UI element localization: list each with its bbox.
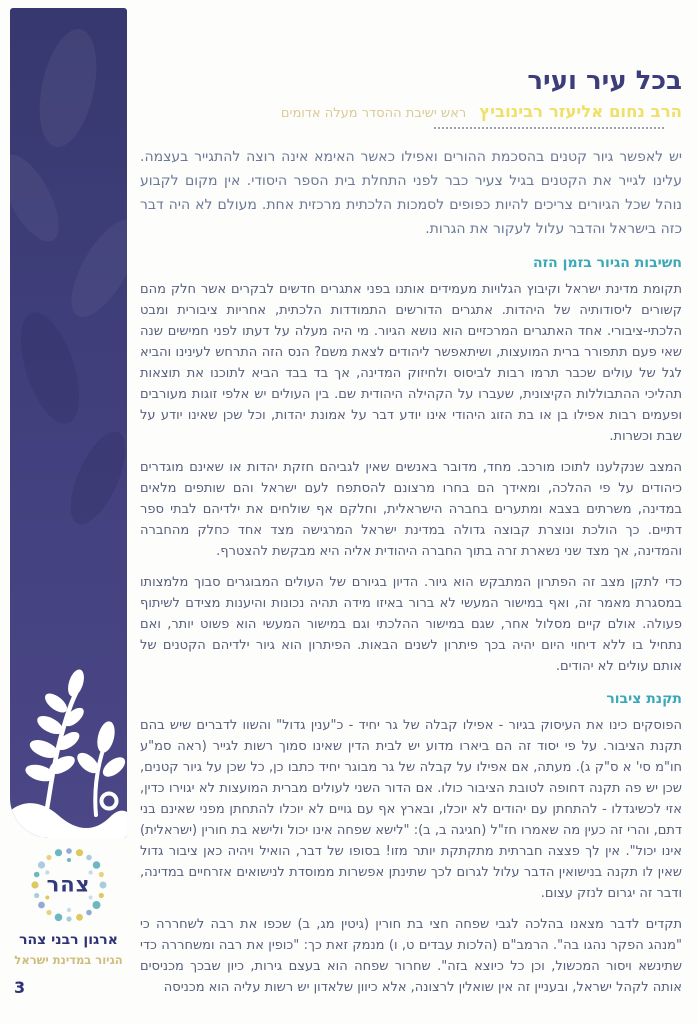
paragraph: תקומת מדינת ישראל וקיבוץ הגלויות מעמידים אותנו בפני אתגרים חדשים לבקרים אשר חלק מהם קשורים ליסודותיה של היהדות. אתגרים הדורשים התמודדות הלכתית, אחריות ציבורית ומבט הלכתי-ציבורי. אחד האתגרים המרכזיים הוא נושא הגיור. מי היה מעלה על דעתו לפני חמישים שנה שאי פעם תתפורר ברית המועצות, ושיתאפשר ליהודים לצאת משם? הנס הזה התרחש לעינינו והביא לגל של עולים שכבר תרמו רבות לביסוס ולחיזוק המדינה, אך בד בבד הביא לתוכנו את תוצאות תהליכי ההתבוללות הקיצונית, שעברו על הקהילה היהודית שם. בין העולים יש אלפי זוגות מעורבים ופעמים רבות אפילו בן או בת הזוג היהודי אינו יודע דבר על אמונת יהדות, וכל שכן שאינו יודע על שבת וכשרות. [140, 282, 682, 444]
byline [140, 102, 682, 121]
tzohar-logo [27, 843, 111, 927]
section-heading: תקנת ציבור [606, 691, 682, 707]
author-role: ראש ישיבת ההסדר מעלה אדומים [280, 106, 467, 121]
dotted-divider [434, 127, 664, 129]
section-public-enactment [140, 691, 682, 998]
page-number: 3 [14, 978, 26, 997]
paragraph: המצב שנקלענו לתוכו מורכב. מחד, מדובר באנשים שאין לגביהם חזקת יהדות או שאינם מוגדרים כיהודים על פי ההלכה, ומאידך הם בחרו מרצונם להסתפח לעם ישראל והם שותפים מלאים במדינה, משרתים בצבא ומתערים בחברה הישראלית, וחלקם אף שולחים את ילדיהם לבתי ספר דתיים. כך הולכת ונוצרת קבוצה גדולה במדינת ישראל המרגישה מצד אחד כחלק מהחברה והמדינה, אך מצד שני נשארת זרה בתוך החברה היהודית אליה היא מבקשת להצטרף. [140, 460, 682, 559]
section-importance-of-conversion [140, 255, 682, 677]
author-name: הרב נחום אליעזר רבינוביץ [479, 102, 682, 121]
paragraph: הפוסקים כינו את העיסוק בגיור - אפילו קבלה של גר יחיד - כ"ענין גדול" והשוו לדברים שיש בהם תקנת הציבור. על פי יסוד זה הם ביארו מדוע יש לבית הדין שאינו סמוך רשות לגייר (ראה סמ"ע חו"מ סי' א ס"ק ג). מעתה, אם אפילו על קבלה של גר מבוגר יחיד כתבו כן, כל שכן על גיור קטנים, שכן יש פה תקנה דחופה לטובת הציבור כולו. אם הדור השני לעולים מברית המועצות לא יגוירו כדין, אזי לכשיגדלו - להתחתן עם יהודים לא יוכלו, ובארץ אף עם גויים לא יוכלו להתחתן מפני שאינם בני דתם, והרי זה כעין מה שאמרו חז"ל (חגיגה ב, ב): "לישא שפחה אינו יכול ולישא בת חורין (ישראלית) אינו יכול". אין לך פצצה חברתית מתקתקת יותר מזו! בסופו של דבר, הואיל ויהיה כאן ציבור גדול שאין לו תקנה בנישואין הדבר עלול לגרום לכך שתינתן אפשרות ממוסדת לנישואים אזרחיים במדינה, ודבר זה יגרום לנזק עצום. [140, 718, 682, 901]
paragraph: כדי לתקן מצב זה הפתרון המתבקש הוא גיור. הדיון בגיורם של העולים המבוגרים סבוך מלמצותו במסגרת מאמר זה, ואף במישור המעשי לא ברור באיזו מידה תהיה נכונות והיענות מצידם לשיתוף פעולה. אולם קיים מסלול אחר, שגם במישור ההלכתי וגם במישור המעשי הוא פשוט יותר, ואם נתחיל בו ללא דיחוי היום יהיה בכך פיתרון לשנים הבאות. הפיתרון הוא גיור ילדיהם הקטנים של אותם עולים לא יהודים. [140, 575, 682, 674]
tzohar-logo-block [10, 843, 127, 967]
article [140, 64, 682, 1008]
section-heading: חשיבות הגיור בזמן הזה [532, 255, 682, 271]
intro-paragraph: יש לאפשר גיור קטנים בהסכמת ההורים ואפילו כאשר האימא אינה רוצה להתגייר בעצמה. עלינו לגייר את הקטנים בגיל צעיר כבר לפני התחלת בית הספר היסודי. אין מקום לקבוע נוהל שכל הגיורים צריכים להיות כפופים לסמכות הלכתית מרכזית אחת. מעולם לא היה דבר כזה בישראל והדבר עלול לעקור את הגרות. [140, 149, 682, 237]
leaf-branch-icon [10, 605, 127, 838]
logo-text: צהר [46, 872, 91, 897]
article-title: בכל עיר ועיר [527, 66, 682, 96]
subtle-leaf-pattern-icon [10, 8, 127, 568]
org-name: ארגון רבני צהר [19, 932, 118, 948]
paragraph: תקדים לדבר מצאנו בהלכה לגבי שפחה חצי בת חורין (גיטין מג, ב) שכפו את רבה לשחררה כי "מנהג הפקר נהגו בה". הרמב"ם (הלכות עבדים ט, ו) מנמק זאת כך: "כופין את רבה ומשחררה כדי שתינשא ויסור המכשול, וכן כל כיוצא בזה". שחרור שפחה הוא בעצם גירות, כיון שבכך מכניסים אותה לקהל ישראל, ובעניין זה אין שואלין לרצונה, אלא כיוון שלאדון יש רשות עליה הוא מכניסה [140, 917, 682, 995]
sidebar-art [10, 8, 127, 838]
series-title: הגיור במדינת ישראל [14, 953, 123, 967]
